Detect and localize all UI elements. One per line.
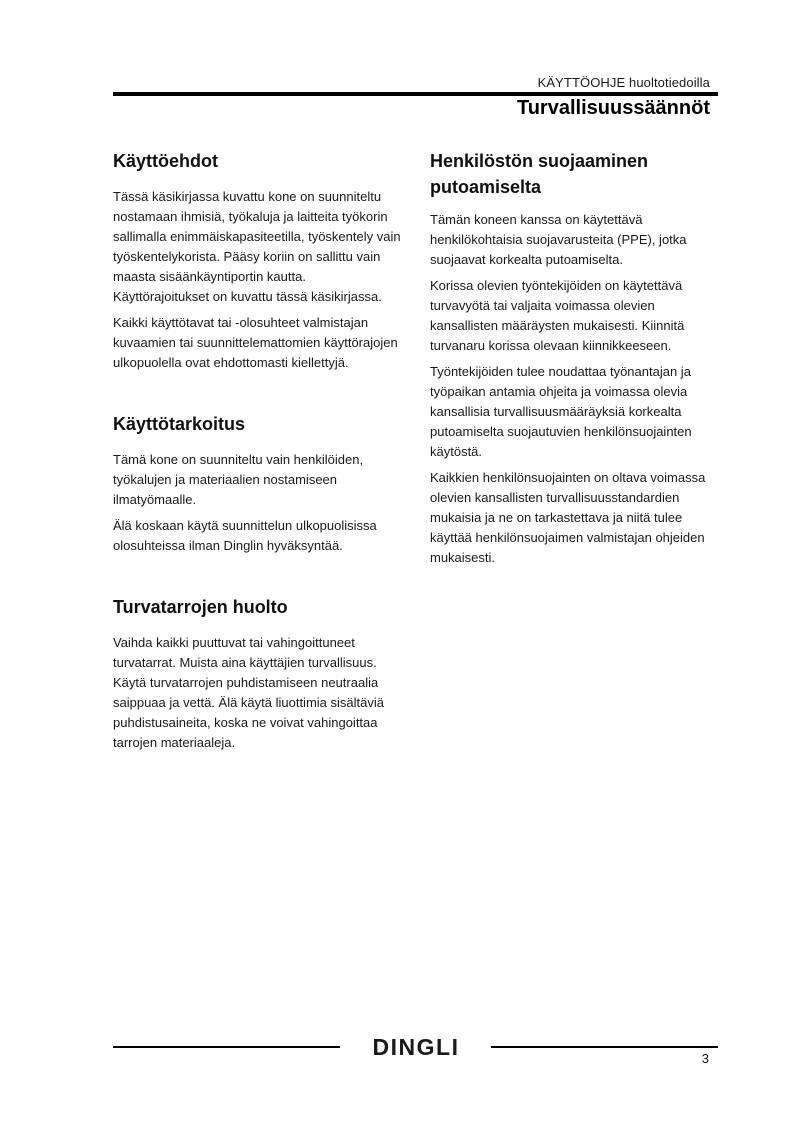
section-heading: Käyttöehdot <box>113 151 218 171</box>
header-subtitle: KÄYTTÖOHJE huoltotiedoilla <box>537 75 710 90</box>
section-kayttotarkoitus <box>113 411 405 556</box>
page-title: Turvallisuussäännöt <box>516 97 710 119</box>
paragraph: Tämä kone on suunniteltu vain henkilöiden, työkalujen ja materiaalien nostamiseen ilmatyömaalle. <box>113 452 364 507</box>
section-heading: Henkilöstön suojaaminen putoamiselta <box>430 151 649 197</box>
section-heading: Käyttötarkoitus <box>113 414 246 434</box>
section-turvatarrojen-huolto <box>113 594 405 753</box>
dingli-logo: DINGLI <box>372 1034 460 1060</box>
paragraph: Tässä käsikirjassa kuvattu kone on suunniteltu nostamaan ihmisiä, työkaluja ja laitteita työkorin sallimalla enimmäiskapasiteetilla, työskentely vain työskentelykorista. Pääsy koriin on sallittu vain maasta sisäänkäyntiportin kautta. Käyttörajoitukset on kuvattu tässä käsikirjassa. <box>113 189 401 304</box>
paragraph: Älä koskaan käytä suunnittelun ulkopuolisissa olosuhteissa ilman Dinglin hyväksyntää. <box>113 518 377 553</box>
paragraph: Kaikkien henkilönsuojainten on oltava voimassa olevien kansallisten turvallisuusstandardien mukaisia ja ne on tarkastettava ja niitä tulee käyttää henkilönsuojaimen valmistajan ohjeiden mukaisesti. <box>430 470 706 565</box>
paragraph: Vaihda kaikki puuttuvat tai vahingoittuneet turvatarrat. Muista aina käyttäjien turvallisuus. Käytä turvatarrojen puhdistamiseen neutraalia saippuaa ja vettä. Älä käytä liuottimia sisältäviä puhdistusaineita, koska ne voivat vahingoittaa tarrojen materiaaleja. <box>113 635 384 750</box>
footer-rule-right <box>491 1046 718 1048</box>
paragraph: Tämän koneen kanssa on käytettävä henkilökohtaisia suojavarusteita (PPE), jotka suojaavat korkealta putoamiselta. <box>430 212 687 267</box>
header-rule <box>113 92 718 96</box>
section-kayttoehdot <box>113 148 405 373</box>
page-number: 3 <box>701 1051 709 1066</box>
section-heading: Turvatarrojen huolto <box>113 597 288 617</box>
footer-rule-left <box>113 1046 340 1048</box>
left-column <box>113 148 405 759</box>
paragraph: Työntekijöiden tulee noudattaa työnantajan ja työpaikan antamia ohjeita ja voimassa olevia kansallisia turvallisuusmääräyksiä korkealta putoamiselta suojautuvien henkilönsuojainten käytöstä. <box>430 364 692 459</box>
paragraph: Kaikki käyttötavat tai -olosuhteet valmistajan kuvaamien tai suunnittelemattomien käyttörajojen ulkopuolella ovat ehdottomasti kiellettyjä. <box>113 315 398 370</box>
right-column <box>430 148 720 574</box>
section-putoamissuojaus <box>430 148 720 568</box>
paragraph: Korissa olevien työntekijöiden on käytettävä turvavyötä tai valjaita voimassa olevien kansallisten määräysten mukaisesti. Kiinnitä turvanaru korissa olevaan kiinnikkeeseen. <box>430 278 685 353</box>
